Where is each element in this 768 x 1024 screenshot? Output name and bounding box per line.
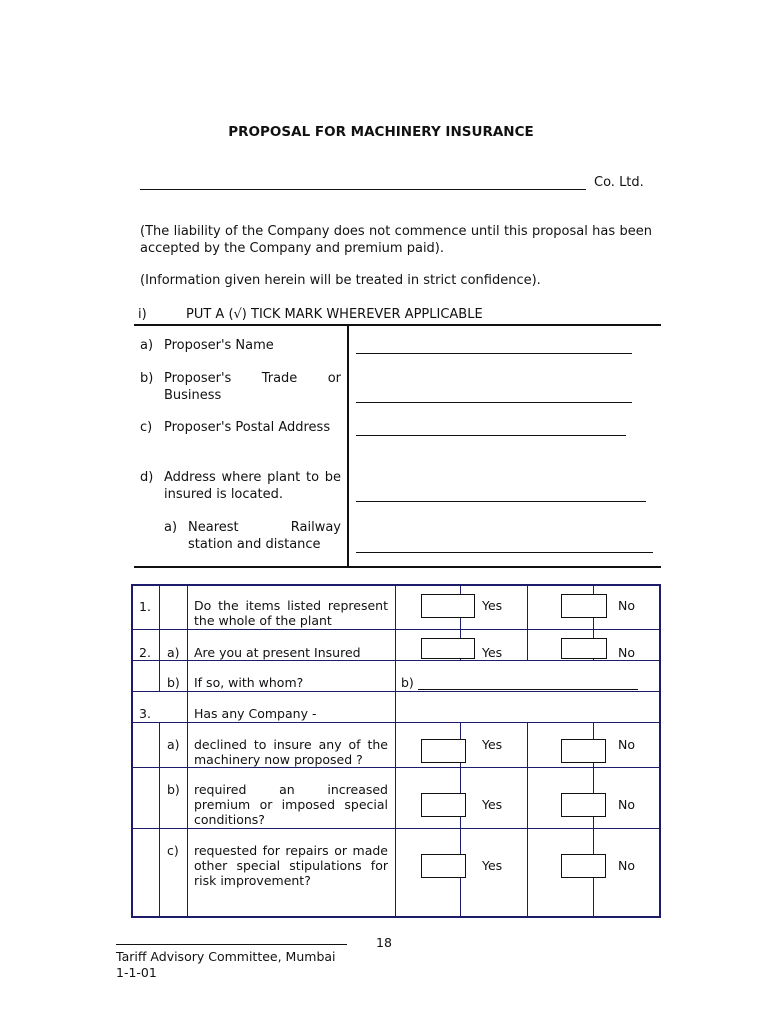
no-label: No: [618, 797, 635, 812]
table-rule: [159, 584, 160, 629]
no-checkbox[interactable]: [561, 854, 606, 878]
plant-address-field[interactable]: [356, 501, 646, 502]
yes-checkbox[interactable]: [421, 793, 466, 817]
question-text: Do the items listed represent the whole of the plant: [194, 598, 388, 628]
tick-instruction: PUT A (√) TICK MARK WHEREVER APPLICABLE: [186, 307, 483, 322]
yes-label: Yes: [482, 737, 503, 752]
proposer-address-label: c) Proposer's Postal Address: [140, 420, 331, 435]
yes-checkbox[interactable]: [421, 739, 466, 763]
plant-address-label: d) Address where plant to be insured is located.: [140, 470, 341, 502]
yes-checkbox[interactable]: [421, 638, 475, 659]
question-sub-index: b): [167, 675, 180, 690]
question-sub-index: b): [167, 782, 180, 797]
company-suffix: Co. Ltd.: [594, 175, 644, 190]
table-rule: [159, 722, 160, 918]
footer-rule: [116, 944, 347, 945]
table-rule: [131, 722, 661, 723]
company-name-line: [140, 175, 644, 190]
question-sub-index: a): [167, 737, 180, 752]
table-rule: [159, 629, 160, 691]
section-bottom-rule: [134, 566, 661, 568]
footer-date: 1-1-01: [116, 965, 157, 980]
question-number: 1.: [139, 599, 151, 614]
section-divider: [347, 325, 349, 567]
no-checkbox[interactable]: [561, 739, 606, 763]
no-label: No: [618, 858, 635, 873]
yes-label: Yes: [482, 797, 503, 812]
railway-station-field[interactable]: [356, 552, 653, 553]
no-checkbox[interactable]: [561, 638, 607, 659]
section-i-heading: [138, 307, 483, 322]
question-text: Has any Company -: [194, 706, 317, 721]
table-rule: [131, 691, 661, 692]
no-label: No: [618, 645, 635, 660]
yes-label: Yes: [482, 645, 503, 660]
no-checkbox[interactable]: [561, 594, 607, 618]
yes-label: Yes: [482, 598, 503, 613]
liability-note: (The liability of the Company does not commence until this proposal has been accepted by the Company and premium paid).: [140, 224, 652, 256]
table-rule: [131, 629, 661, 630]
proposer-name-label: a) Proposer's Name: [140, 338, 274, 353]
question-number: 2.: [139, 645, 151, 660]
company-name-blank[interactable]: [140, 175, 586, 190]
section-top-rule: [134, 324, 661, 326]
question-sub-index: c): [167, 843, 179, 858]
question-sub-index: a): [167, 645, 180, 660]
insurer-answer: b): [401, 675, 638, 690]
proposer-name-field[interactable]: [356, 353, 632, 354]
question-text: Are you at present Insured: [194, 645, 361, 660]
insurer-name-field[interactable]: [418, 676, 638, 690]
section-number: i): [138, 307, 147, 322]
table-rule: [131, 660, 661, 661]
railway-station-label: a) Nearest Railway station and distance: [164, 520, 341, 552]
question-text: required an increased premium or imposed special conditions?: [194, 782, 388, 827]
footer-committee: Tariff Advisory Committee, Mumbai: [116, 949, 336, 964]
table-rule: [527, 722, 528, 918]
page-title: PROPOSAL FOR MACHINERY INSURANCE: [228, 124, 534, 140]
question-text: requested for repairs or made other special stipulations for risk improvement?: [194, 843, 388, 888]
page-number: 18: [376, 935, 392, 950]
question-text: declined to insure any of the machinery now proposed ?: [194, 737, 388, 767]
table-rule: [527, 584, 528, 661]
no-checkbox[interactable]: [561, 793, 606, 817]
yes-label: Yes: [482, 858, 503, 873]
no-label: No: [618, 598, 635, 613]
question-number: 3.: [139, 706, 151, 721]
proposer-trade-label: b) Proposer's Trade or Business: [140, 371, 341, 403]
proposer-address-field[interactable]: [356, 435, 626, 436]
yes-checkbox[interactable]: [421, 854, 466, 878]
no-label: No: [618, 737, 635, 752]
question-text: If so, with whom?: [194, 675, 304, 690]
table-rule: [131, 828, 661, 829]
table-rule: [187, 584, 188, 918]
yes-checkbox[interactable]: [421, 594, 475, 618]
confidence-note: (Information given herein will be treated in strict confidence).: [140, 273, 541, 288]
table-rule: [131, 767, 661, 768]
table-rule: [395, 584, 396, 918]
proposer-trade-field[interactable]: [356, 402, 632, 403]
